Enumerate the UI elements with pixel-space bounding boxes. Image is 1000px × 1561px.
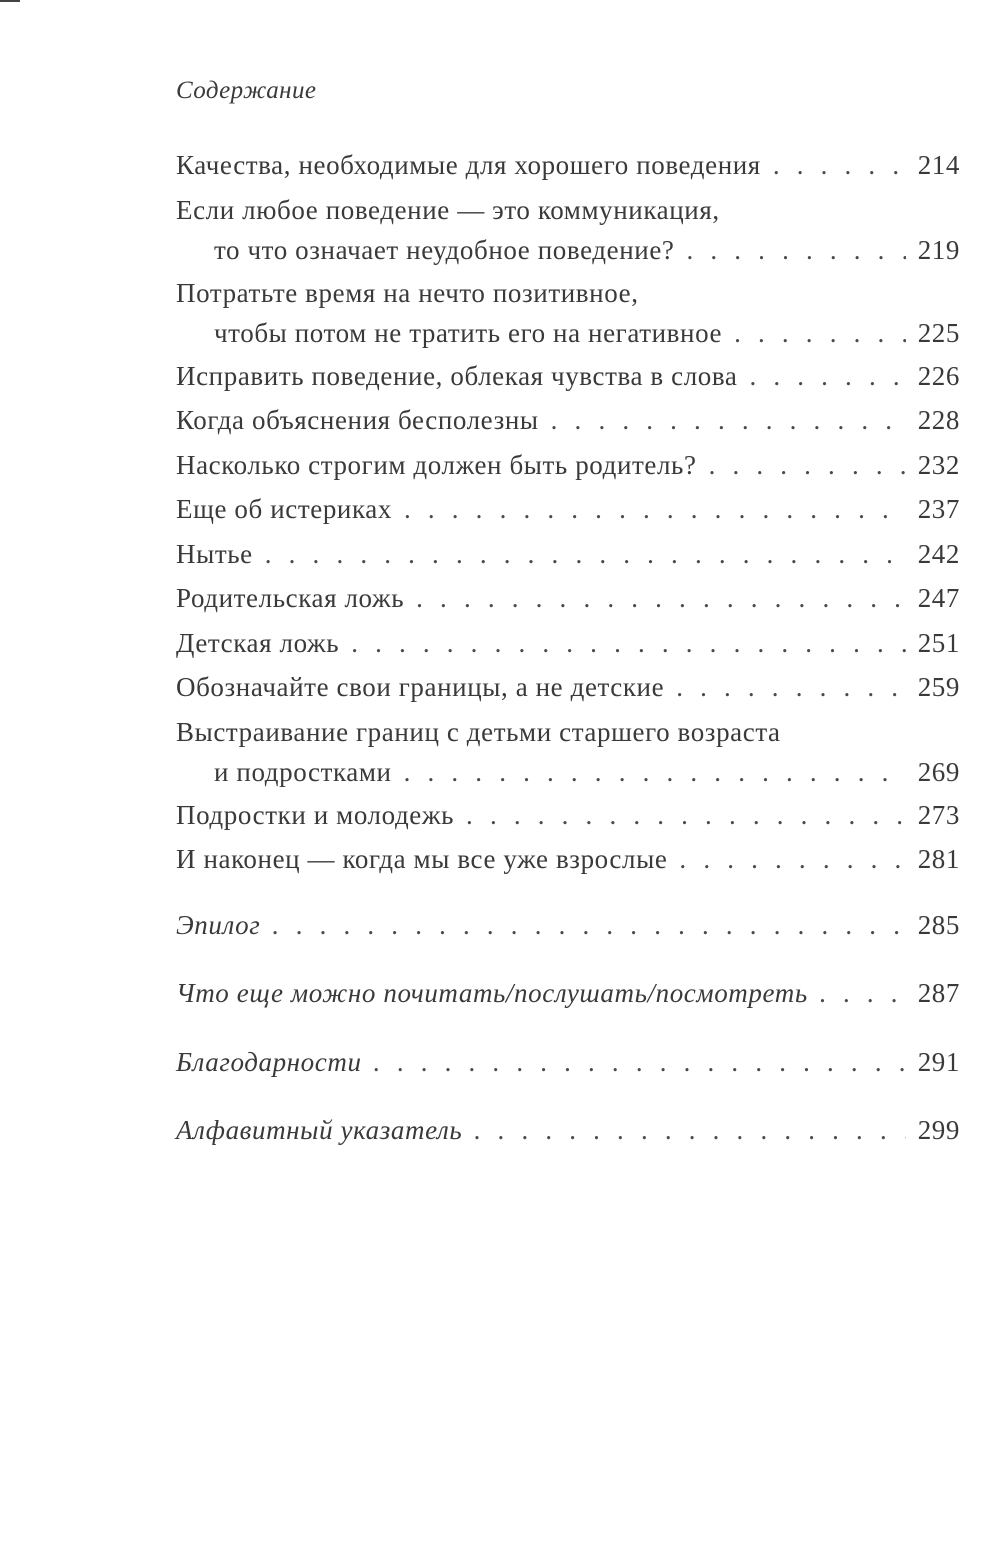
running-head: Содержание	[176, 77, 317, 104]
leader-dots	[416, 578, 906, 618]
leader-dots	[749, 356, 906, 396]
toc-entry-title: Детская ложь	[176, 627, 340, 658]
toc-entry-page: 281	[917, 844, 960, 874]
toc-entry-page: 259	[917, 672, 960, 702]
toc-entry[interactable]	[176, 839, 960, 884]
toc-entry-title: Качества, необходимые для хорошего поведения	[176, 150, 761, 180]
toc-entry-page: 247	[917, 583, 960, 613]
toc-entry-page: 269	[917, 756, 960, 787]
toc-entry-page: 299	[917, 1115, 960, 1145]
leader-dots	[709, 445, 906, 485]
leader-dots	[466, 795, 906, 835]
toc-entry[interactable]	[176, 400, 960, 445]
toc-entry-page: 232	[917, 449, 960, 480]
leader-dots	[820, 973, 906, 1013]
toc-entry-title: И наконец — когда мы все уже взрослые	[176, 844, 668, 874]
toc-entry-title: Эпилог	[176, 909, 261, 940]
toc-entry-title: Потратьте время на нечто позитивное,	[176, 277, 639, 308]
toc-entry-index[interactable]	[176, 1110, 960, 1155]
toc-entry-page: 273	[917, 799, 960, 830]
toc-entry[interactable]	[176, 667, 960, 712]
toc-entry-page: 285	[917, 909, 960, 940]
toc-entry-page: 287	[917, 978, 960, 1008]
toc-entry-title-continued: то что означает неудобное поведение?	[214, 234, 675, 265]
toc-entry[interactable]	[176, 445, 960, 490]
toc-entry-page: 242	[917, 538, 960, 569]
leader-dots	[676, 667, 906, 707]
toc-entry[interactable]	[176, 489, 960, 534]
toc-entry-title-continued: чтобы потом не тратить его на негативное	[214, 317, 723, 348]
toc-entry[interactable]	[176, 578, 960, 623]
toc-entry-page: 228	[917, 405, 960, 435]
toc-entry-page: 226	[917, 360, 960, 391]
toc-entry[interactable]	[176, 623, 960, 668]
toc-entry-title: Родительская ложь	[176, 583, 405, 613]
toc-entry-page: 291	[917, 1046, 960, 1077]
toc-entry-further-reading[interactable]	[176, 973, 960, 1018]
leader-dots	[679, 839, 906, 879]
toc-entry-title: Нытье	[176, 538, 253, 569]
toc-entry[interactable]	[176, 534, 960, 579]
toc-entry-title: Если любое поведение — это коммуникация,	[176, 194, 720, 225]
toc-entry-title: Благодарности	[176, 1046, 362, 1077]
toc-entry-page: 251	[917, 627, 960, 658]
toc-entry-acknowledgements[interactable]	[176, 1042, 960, 1087]
toc-entry[interactable]	[176, 145, 960, 190]
toc-entry-title: Выстраивание границ с детьми старшего возраста	[176, 716, 781, 747]
toc-entry-title: Подростки и молодежь	[176, 799, 455, 830]
toc-entry-title: Что еще можно почитать/послушать/посмотреть	[176, 978, 808, 1008]
leader-dots	[404, 752, 906, 792]
toc-entry-title: Алфавитный указатель	[176, 1115, 463, 1145]
table-of-contents	[176, 145, 960, 1155]
toc-entry-page: 219	[917, 234, 960, 265]
leader-dots	[272, 905, 906, 945]
toc-entry-page: 225	[917, 317, 960, 348]
toc-entry[interactable]	[176, 356, 960, 401]
toc-entry-page: 237	[917, 494, 960, 524]
toc-entry-title: Насколько строгим должен быть родитель?	[176, 449, 697, 480]
leader-dots	[374, 1042, 906, 1082]
toc-entry[interactable]	[176, 795, 960, 840]
toc-entry-title: Обозначайте свои границы, а не детские	[176, 672, 665, 702]
toc-entry-page: 214	[917, 150, 960, 180]
crop-mark	[0, 0, 20, 2]
toc-entry-title: Еще об истериках	[176, 494, 392, 524]
toc-entry[interactable]	[176, 190, 960, 273]
leader-dots	[265, 534, 906, 574]
leader-dots	[474, 1110, 906, 1150]
toc-entry-epilogue[interactable]	[176, 905, 960, 950]
toc-entry[interactable]	[176, 273, 960, 356]
leader-dots	[404, 489, 906, 529]
toc-entry-title-continued: и подростками	[214, 756, 392, 787]
toc-entry-title: Исправить поведение, облекая чувства в слова	[176, 360, 738, 391]
leader-dots	[351, 623, 906, 663]
leader-dots	[734, 313, 906, 353]
leader-dots	[773, 145, 906, 185]
leader-dots	[551, 400, 906, 440]
toc-entry-title: Когда объяснения бесполезны	[176, 405, 539, 435]
toc-entry[interactable]	[176, 712, 960, 795]
leader-dots	[686, 230, 906, 270]
